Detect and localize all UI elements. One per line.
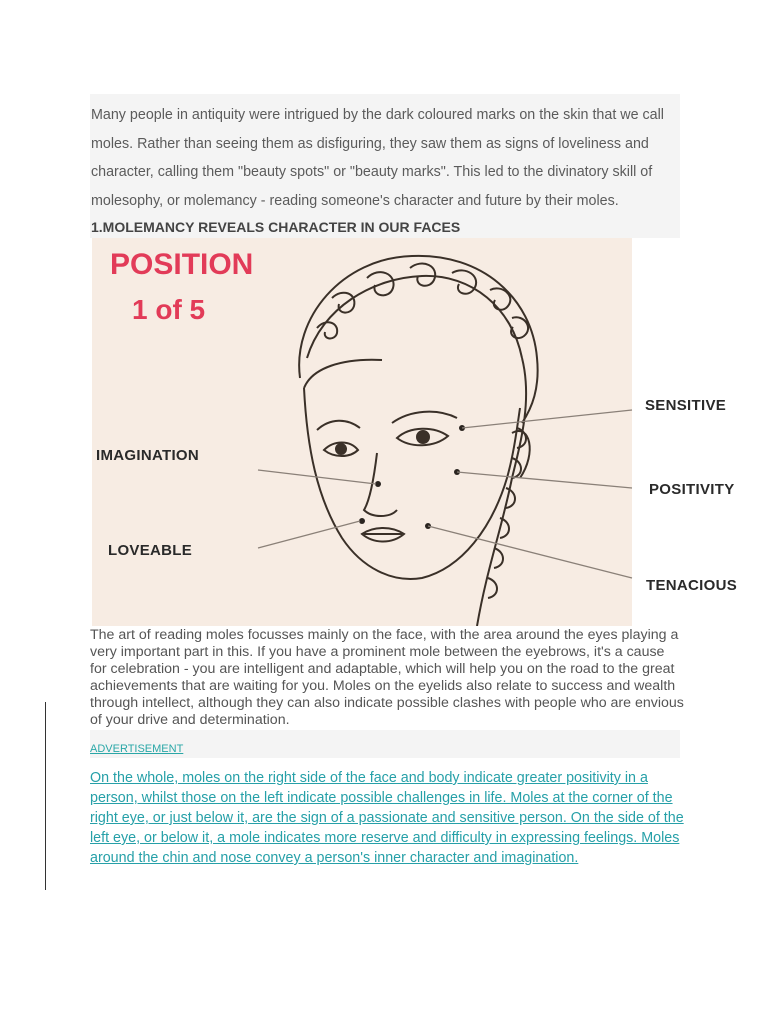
mole-dots <box>359 425 465 529</box>
label-positivity: POSITIVITY <box>649 481 735 498</box>
advertisement-bar <box>90 730 680 758</box>
position-title: POSITION <box>110 248 254 281</box>
label-loveable: LOVEABLE <box>108 542 193 559</box>
advertisement-link[interactable]: ADVERTISEMENT <box>90 743 184 755</box>
intro-paragraph: Many people in antiquity were intrigued by the dark coloured marks on the skin that we call moles. Rather than seeing them as disfiguring, they saw them as signs of loveliness and character, calling them "beauty spots" or "beauty marks". This led to the divinatory skill of molesophy, or molemancy - reading someone's character and future by their moles. <box>91 107 664 209</box>
label-tenacious: TENACIOUS <box>646 577 738 594</box>
label-sensitive: SENSITIVE <box>645 397 727 414</box>
highlight-paragraph-link[interactable]: On the whole, moles on the right side of the face and body indicate greater positivity in a person, whilst those on the left indicate possible challenges in life. Moles at the corner of the right eye, or just below it, are the sign of a passionate and sensitive person. On the side of the left eye, or below it, a mole indicates more reserve and difficulty in expressing feelings. Moles around the chin and nose convey a person's inner character and imagination. <box>90 770 684 866</box>
label-imagination: IMAGINATION <box>96 447 200 464</box>
position-subtitle: 1 of 5 <box>132 294 206 325</box>
label-panel <box>632 238 768 626</box>
section-heading: 1.MOLEMANCY REVEALS CHARACTER IN OUR FACES <box>91 219 461 235</box>
left-margin-rule <box>45 702 46 890</box>
mole-position-illustration <box>92 238 768 626</box>
intro-block <box>90 94 680 238</box>
body-paragraph: The art of reading moles focusses mainly on the face, with the area around the eyes playing a very important part in this. If you have a prominent mole between the eyebrows, it's a cause for celebration - you are intelligent and adaptable, which will help you on the road to the great achievements that are waiting for you. Moles on the eyelids also relate to success and wealth through intellect, although they can also indicate possible clashes with people who are envious of your drive and determination. <box>90 627 684 728</box>
